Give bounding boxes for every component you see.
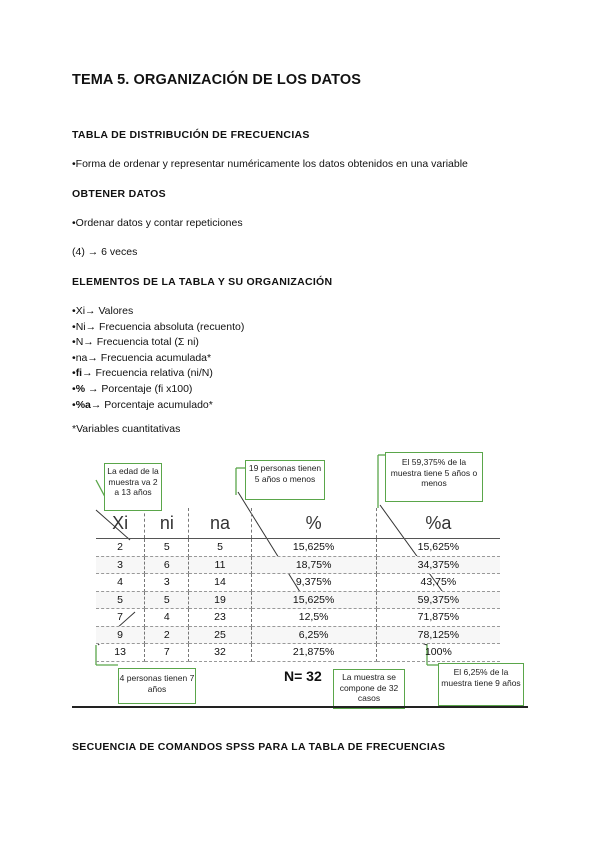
cell: 32 — [189, 644, 251, 662]
cell: 15,625% — [376, 539, 500, 557]
example-text: (4) → 6 veces — [72, 246, 138, 258]
cell: 9 — [96, 626, 145, 644]
cell: 18,75% — [251, 556, 376, 574]
cell: 100% — [376, 644, 500, 662]
section-heading-tabla: TABLA DE DISTRIBUCIÓN DE FRECUENCIAS — [72, 129, 310, 141]
list-item: •N→ Frecuencia total (Σ ni) — [72, 336, 199, 349]
header-ni: ni — [145, 508, 189, 539]
header-pct-acum: %a — [425, 512, 452, 533]
cell: 21,875% — [251, 644, 376, 662]
cell: 14 — [189, 574, 251, 592]
cell: 9,375% — [251, 574, 376, 592]
bullet-forma: •Forma de ordenar y representar numéricamente los datos obtenidos en una variable — [72, 158, 468, 170]
header-xi: Xi — [96, 508, 145, 539]
table-row — [96, 626, 500, 644]
divider — [72, 706, 528, 708]
frequency-table — [96, 508, 500, 662]
cell: 59,375% — [376, 591, 500, 609]
cell: 3 — [96, 556, 145, 574]
note-nineteen-people: 19 personas tienen 5 años o menos — [245, 460, 325, 500]
table-header-row — [96, 508, 500, 539]
cell: 2 — [96, 539, 145, 557]
cell: 43,75% — [376, 574, 500, 592]
footnote: *Variables cuantitativas — [72, 423, 181, 435]
table-row — [96, 539, 500, 557]
section-heading-obtener: OBTENER DATOS — [72, 188, 166, 200]
list-item: •Ni→ Frecuencia absoluta (recuento) — [72, 320, 245, 333]
cell: 19 — [189, 591, 251, 609]
list-item: •%a→ Porcentaje acumulado* — [72, 398, 213, 411]
list-item: •na→ Frecuencia acumulada* — [72, 351, 212, 364]
list-item: •fi→ Frecuencia relativa (ni/N) — [72, 367, 213, 380]
list-item: •Xi→ Valores — [72, 305, 134, 317]
bullet-ordenar: •Ordenar datos y contar repeticiones — [72, 217, 243, 229]
note-pct-59: El 59,375% de la muestra tiene 5 años o menos — [385, 452, 483, 502]
cell: 5 — [145, 591, 189, 609]
cell: 71,875% — [376, 609, 500, 627]
cell: 6 — [145, 556, 189, 574]
cell: 7 — [96, 609, 145, 627]
cell: 78,125% — [376, 626, 500, 644]
cell: 12,5% — [251, 609, 376, 627]
table-row — [96, 609, 500, 627]
table-row — [96, 644, 500, 662]
cell: 4 — [96, 574, 145, 592]
cell: 23 — [189, 609, 251, 627]
cell: 5 — [145, 539, 189, 557]
cell: 3 — [145, 574, 189, 592]
table-row — [96, 556, 500, 574]
section-heading-spss: SECUENCIA DE COMANDOS SPSS PARA LA TABLA DE FRECUENCIAS — [72, 741, 446, 753]
header-pct: % — [251, 508, 376, 539]
list-item: •% → Porcentaje (fi x100) — [72, 382, 193, 395]
note-four-people: 4 personas tienen 7 años — [118, 668, 196, 704]
table-row — [96, 591, 500, 609]
cell: 2 — [145, 626, 189, 644]
table-row — [96, 574, 500, 592]
cell: 25 — [189, 626, 251, 644]
cell: 15,625% — [251, 591, 376, 609]
cell: 4 — [145, 609, 189, 627]
cell: 6,25% — [251, 626, 376, 644]
total-n: N= 32 — [284, 668, 322, 684]
cell: 7 — [145, 644, 189, 662]
cell: 5 — [96, 591, 145, 609]
section-heading-elementos: ELEMENTOS DE LA TABLA Y SU ORGANIZACIÓN — [72, 276, 333, 288]
cell: 13 — [96, 644, 145, 662]
header-na: na — [189, 508, 251, 539]
page-title: TEMA 5. ORGANIZACIÓN DE LOS DATOS — [72, 72, 362, 88]
note-pct-625: El 6,25% de la muestra tiene 9 años — [438, 663, 524, 706]
cell: 34,375% — [376, 556, 500, 574]
note-age-range: La edad de la muestra va 2 a 13 años — [104, 463, 162, 511]
cell: 11 — [189, 556, 251, 574]
cell: 15,625% — [251, 539, 376, 557]
cell: 5 — [189, 539, 251, 557]
note-sample-size: La muestra se compone de 32 casos — [333, 669, 405, 709]
